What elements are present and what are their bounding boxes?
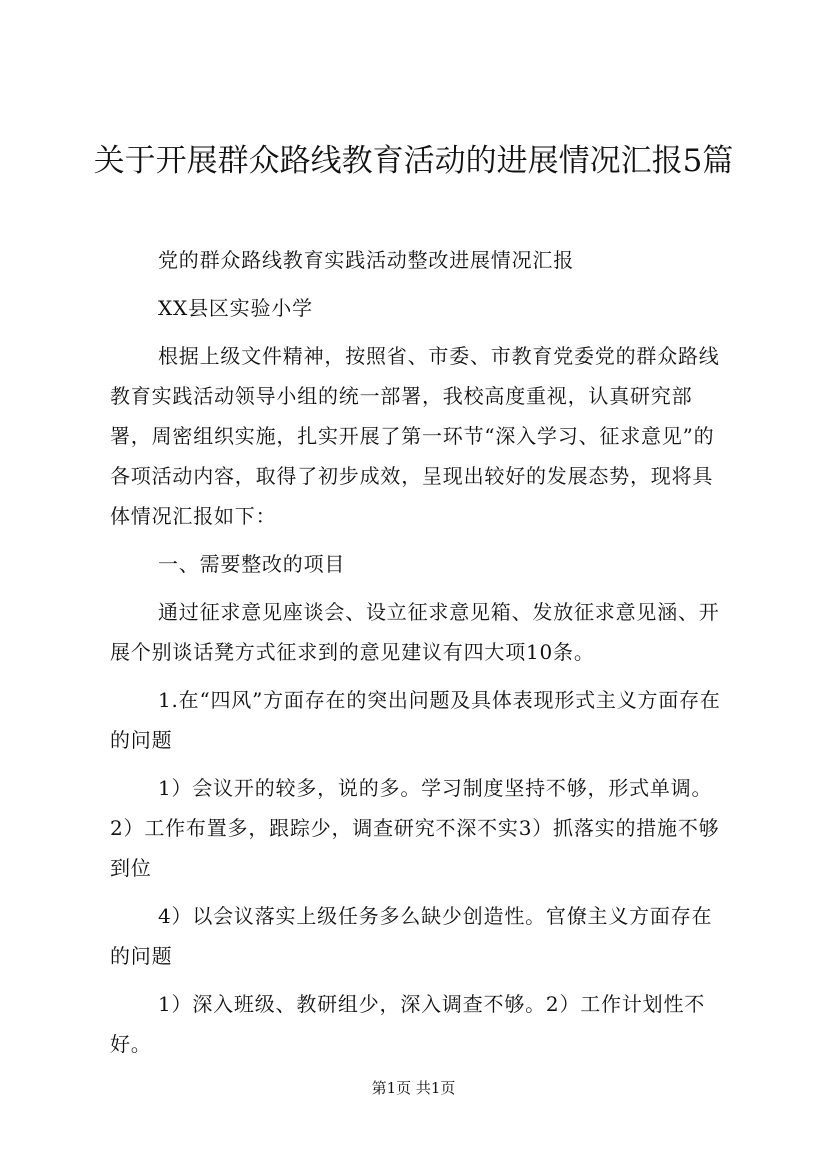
survey-paragraph: 通过征求意见座谈会、设立征求意见箱、发放征求意见涵、开展个别谈话凳方式征求到的意见建议有四大项10条。 [110, 600, 720, 664]
formalism-items-paragraph: 1）会议开的较多，说的多。学习制度坚持不够，形式单调。2）工作布置多，跟踪少，调查研究不深不实3）抓落实的措施不够到位 [110, 776, 720, 880]
document-body [110, 240, 725, 1064]
section-heading-paragraph: 一、需要整改的项目 [158, 552, 346, 576]
bureaucracy-items-paragraph: 1）深入班级、教研组少，深入调查不够。2）工作计划性不好。 [110, 992, 706, 1056]
document-title: 关于开展群众路线教育活动的进展情况汇报5篇 [93, 143, 734, 179]
bureaucracy-heading-paragraph: 4）以会议落实上级任务多么缺少创造性。官僚主义方面存在的问题 [110, 904, 713, 968]
page-footer: 第1页 共1页 [371, 1079, 456, 1097]
subtitle-paragraph: 党的群众路线教育实践活动整改进展情况汇报 [158, 248, 574, 272]
issue-heading-paragraph: 1.在“四风”方面存在的突出问题及具体表现形式主义方面存在的问题 [110, 688, 721, 752]
intro-paragraph: 根据上级文件精神，按照省、市委、市教育党委党的群众路线教育实践活动领导小组的统一部署，我校高度重视，认真研究部署，周密组织实施，扎实开展了第一环节“深入学习、征求意见”的各项活动内容，取得了初步成效，呈现出较好的发展态势，现将具体情况汇报如下： [110, 344, 720, 528]
school-name-paragraph: XX县区实验小学 [158, 296, 313, 320]
